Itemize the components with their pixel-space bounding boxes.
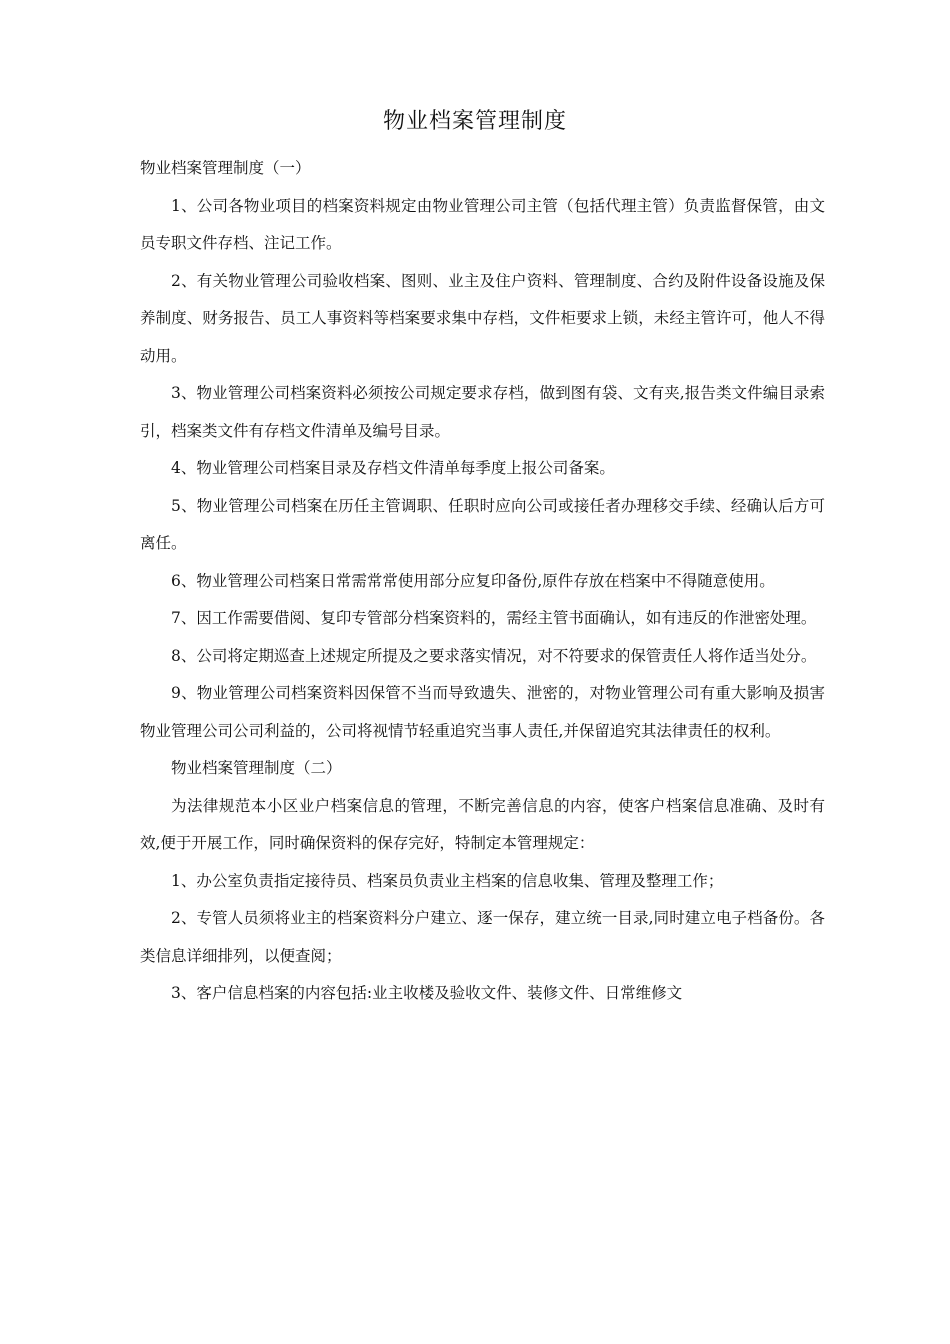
paragraph: 2、有关物业管理公司验收档案、图则、业主及住户资料、管理制度、合约及附件设备设施及保养制度、财务报告、员工人事资料等档案要求集中存档，文件柜要求上锁，未经主管许可，他人不得动用。 xyxy=(140,271,825,365)
paragraph: 8、公司将定期巡查上述规定所提及之要求落实情况，对不符要求的保管责任人将作适当处分。 xyxy=(171,646,817,665)
paragraph: 5、物业管理公司档案在历任主管调职、任职时应向公司或接任者办理移交手续、经确认后方可离任。 xyxy=(140,496,825,552)
paragraph: 9、物业管理公司档案资料因保管不当而导致遗失、泄密的，对物业管理公司有重大影响及损害物业管理公司公司利益的，公司将视情节轻重追究当事人责任,并保留追究其法律责任的权利。 xyxy=(140,684,825,740)
section-heading: 物业档案管理制度（二） xyxy=(171,759,342,777)
paragraph: 2、专管人员须将业主的档案资料分户建立、逐一保存，建立统一目录,同时建立电子档备份。各类信息详细排列，以便查阅； xyxy=(140,909,825,965)
section-heading: 物业档案管理制度（一） xyxy=(140,159,311,177)
paragraph: 4、物业管理公司档案目录及存档文件清单每季度上报公司备案。 xyxy=(171,459,615,477)
paragraph: 3、物业管理公司档案资料必须按公司规定要求存档，做到图有袋、文有夹,报告类文件编目录索引，档案类文件有存档文件清单及编号目录。 xyxy=(140,384,825,440)
document-title: 物业档案管理制度 xyxy=(382,109,567,134)
paragraph: 3、客户信息档案的内容包括:业主收楼及验收文件、装修文件、日常维修文 xyxy=(171,984,683,1002)
paragraph: 1、公司各物业项目的档案资料规定由物业管理公司主管（包括代理主管）负责监督保管，由文员专职文件存档、注记工作。 xyxy=(140,196,825,252)
document-body xyxy=(140,150,825,1013)
paragraph: 为法律规范本小区业户档案信息的管理，不断完善信息的内容，使客户档案信息准确、及时有效,便于开展工作，同时确保资料的保存完好，特制定本管理规定： xyxy=(140,796,825,852)
paragraph: 6、物业管理公司档案日常需常常使用部分应复印备份,原件存放在档案中不得随意使用。 xyxy=(171,571,775,590)
paragraph: 7、因工作需要借阅、复印专管部分档案资料的，需经主管书面确认，如有违反的作泄密处理。 xyxy=(171,609,817,627)
paragraph: 1、办公室负责指定接待员、档案员负责业主档案的信息收集、管理及整理工作； xyxy=(171,871,724,890)
